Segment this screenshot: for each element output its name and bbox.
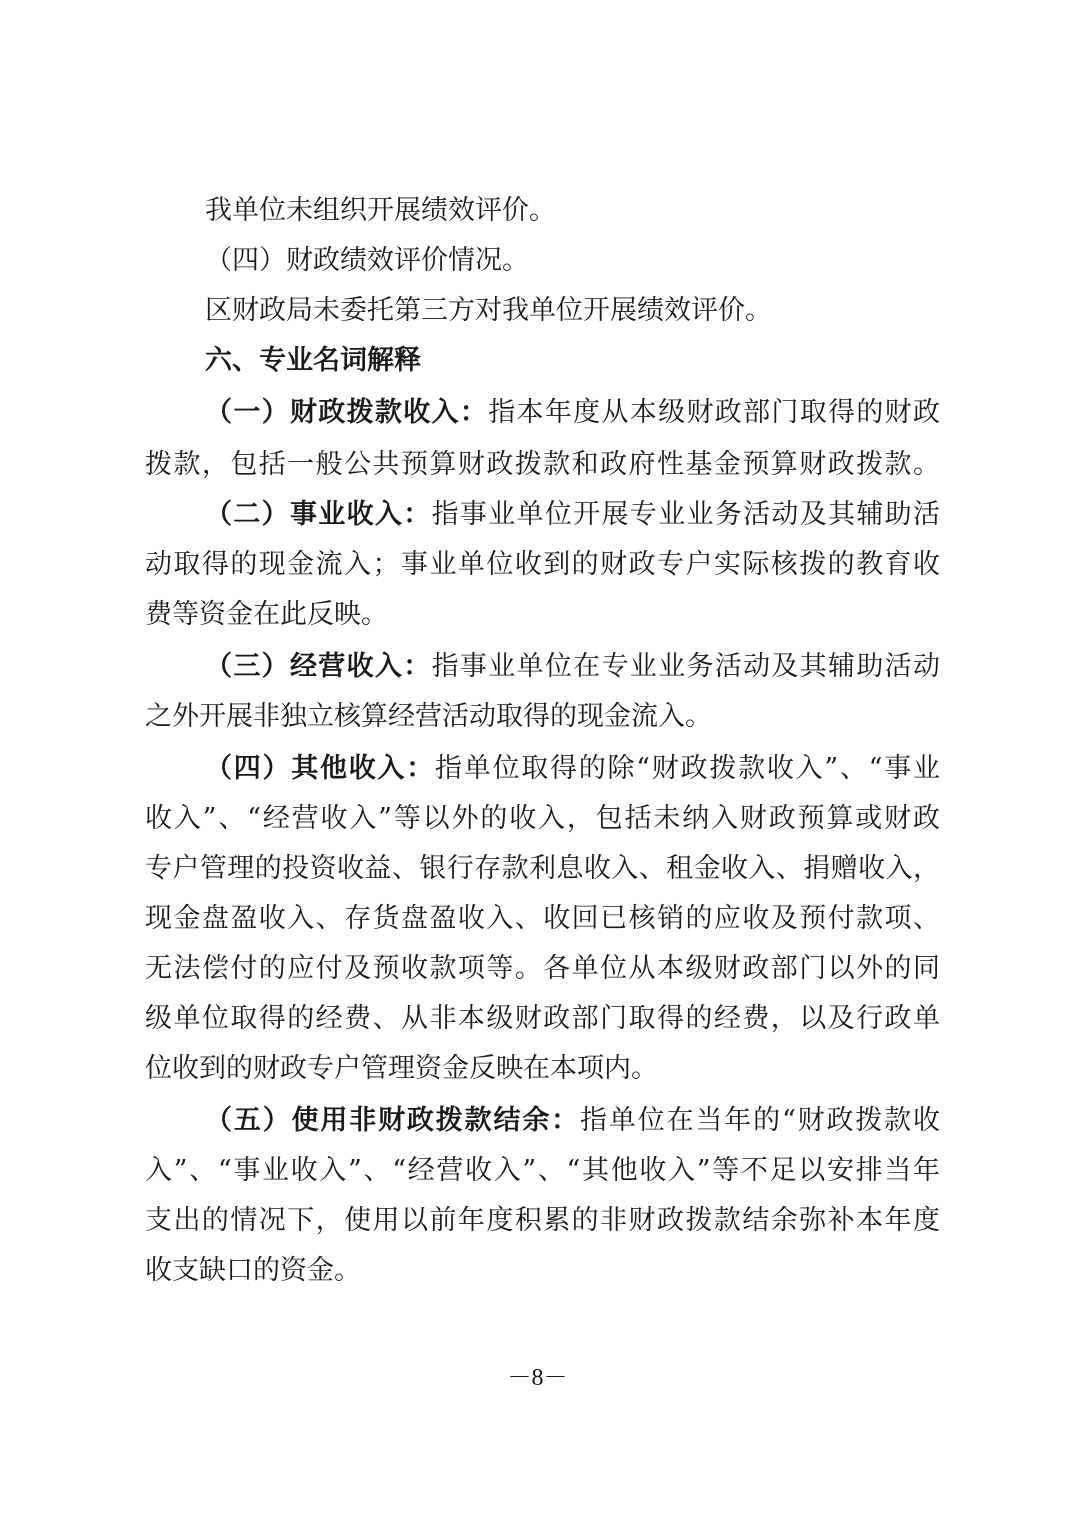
definition-text: 指单位取得的除“财政拨款收入”、“事业: [435, 753, 940, 784]
paragraph-line: 现金盘盈收入、存货盘盈收入、收回已核销的应收及预付款项、: [145, 903, 940, 934]
definition-term: （二）事业收入：: [205, 499, 432, 530]
definition-text: 指单位在当年的“财政拨款收: [580, 1105, 941, 1136]
chapter-heading: 六、专业名词解释: [205, 345, 421, 376]
paragraph-line: 入”、“事业收入”、“经营收入”、“其他收入”等不足以安排当年: [145, 1155, 940, 1186]
definition-term: （三）经营收入：: [205, 651, 432, 682]
paragraph-line: 动取得的现金流入；事业单位收到的财政专户实际核拨的教育收: [145, 549, 940, 580]
definition-line: [205, 650, 940, 684]
page-number: －8－: [507, 1365, 568, 1391]
paragraph-line: 区财政局未委托第三方对我单位开展绩效评价。: [205, 295, 772, 326]
paragraph-line: 支出的情况下，使用以前年度积累的非财政拨款结余弥补本年度: [145, 1205, 940, 1236]
definition-line: [205, 752, 940, 786]
paragraph-line: 收支缺口的资金。: [145, 1255, 361, 1286]
paragraph-line: 我单位未组织开展绩效评价。: [205, 195, 556, 226]
definition-term: （一）财政拨款收入：: [205, 397, 489, 428]
paragraph-line: 级单位取得的经费、从非本级财政部门取得的经费，以及行政单: [145, 1003, 940, 1034]
paragraph-line: 无法偿付的应付及预收款项等。各单位从本级财政部门以外的同: [145, 953, 940, 984]
definition-text: 指事业单位开展专业业务活动及其辅助活: [431, 499, 941, 530]
paragraph-line: 之外开展非独立核算经营活动取得的现金流入。: [145, 701, 712, 732]
definition-text: 指本年度从本级财政部门取得的财政: [488, 397, 941, 428]
paragraph-line: 费等资金在此反映。: [145, 599, 388, 630]
paragraph-line: 拨款，包括一般公共预算财政拨款和政府性基金预算财政拨款。: [145, 449, 940, 480]
definition-term: （四）其他收入：: [205, 753, 436, 784]
paragraph-line: 位收到的财政专户管理资金反映在本项内。: [145, 1053, 658, 1084]
paragraph-line: 专户管理的投资收益、银行存款利息收入、租金收入、捐赠收入，: [145, 853, 940, 884]
definition-line: [205, 498, 940, 532]
definition-line: [205, 396, 940, 430]
definition-term: （五）使用非财政拨款结余：: [205, 1105, 581, 1136]
section-heading: （四）财政绩效评价情况。: [205, 245, 529, 276]
paragraph-line: 收入”、“经营收入”等以外的收入，包括未纳入财政预算或财政: [145, 803, 940, 834]
definition-line: [205, 1104, 940, 1138]
definition-text: 指事业单位在专业业务活动及其辅助活动: [431, 651, 941, 682]
